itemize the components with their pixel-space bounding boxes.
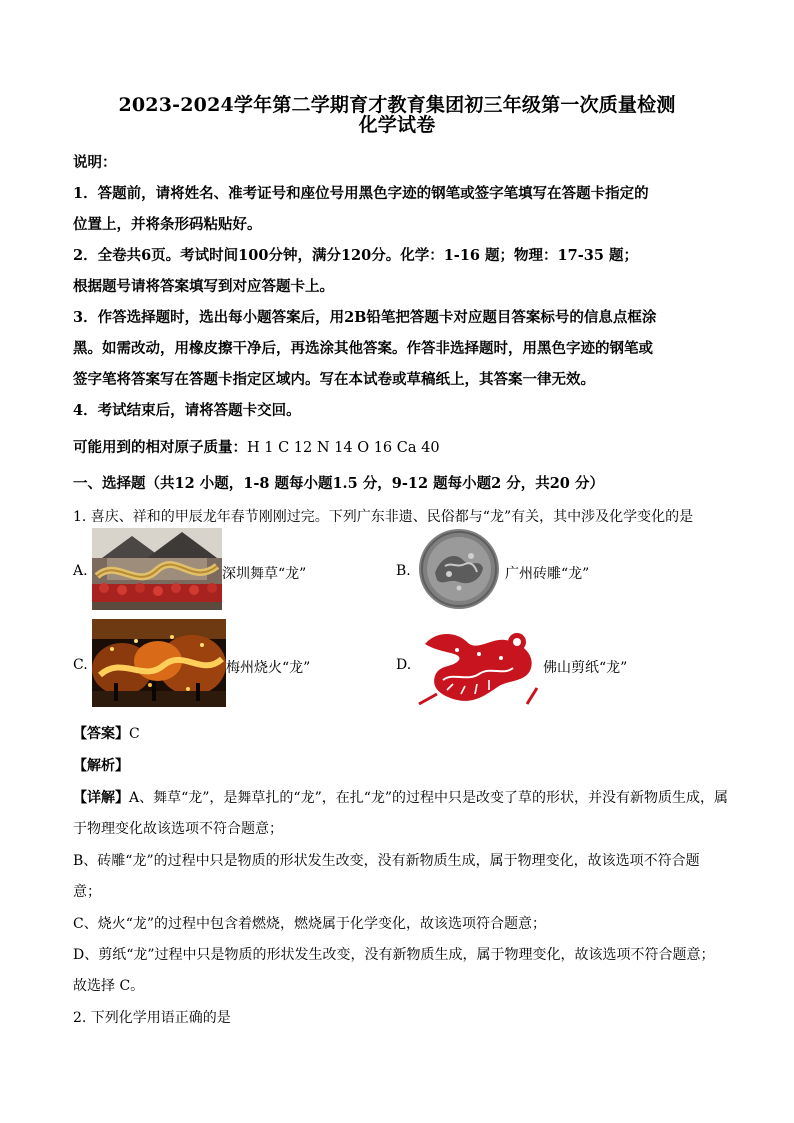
detail-line: B、砖雕“龙”的过程中只是物质的形状发生改变，没有新物质生成，属于物理变化，故该选项不符合题 xyxy=(73,853,700,869)
atomic-mass-line xyxy=(73,436,440,457)
question-2-stem: 2. 下列化学用语正确的是 xyxy=(73,1010,231,1026)
option-a-text: 深圳舞草“龙” xyxy=(222,566,307,582)
detail-line xyxy=(73,787,728,807)
answer-value: C xyxy=(129,726,140,742)
option-c-letter: C. xyxy=(73,657,88,673)
atomic-mass-values: H 1 C 12 N 14 O 16 Ca 40 xyxy=(247,440,440,456)
paper-cut-dragon-icon xyxy=(417,624,543,708)
detail-text: A、舞草“龙”，是舞草扎的“龙”，在扎“龙”的过程中只是改变了草的形状，并没有新物质生成，属 xyxy=(129,790,729,806)
detail-line: C、烧火“龙”的过程中包含着燃烧，燃烧属于化学变化，故该选项符合题意； xyxy=(73,916,547,932)
fire-dragon-icon xyxy=(92,619,226,707)
exam-subtitle: 化学试卷 xyxy=(358,114,436,136)
analysis-label: 【解析】 xyxy=(73,758,129,774)
instruction-line: 签字笔将答案写在答题卡指定区域内。写在本试卷或草稿纸上，其答案一律无效。 xyxy=(73,371,595,388)
detail-label: 【详解】 xyxy=(73,790,129,806)
answer-line xyxy=(73,723,140,743)
detail-line: D、剪纸“龙”过程中只是物质的形状发生改变，没有新物质生成，属于物理变化，故该选项不符合题意； xyxy=(73,947,715,963)
instructions-heading: 说明： xyxy=(73,154,117,171)
instruction-line: 根据题号请将答案填写到对应答题卡上。 xyxy=(73,278,334,295)
option-b-letter: B. xyxy=(396,563,411,579)
detail-line: 于物理变化故该选项不符合题意； xyxy=(73,821,283,837)
detail-line: 意； xyxy=(73,884,101,900)
option-d-letter: D. xyxy=(396,657,412,673)
fire-dragon-photo xyxy=(92,619,226,707)
dragon-dance-icon xyxy=(92,528,222,610)
brick-carving-icon xyxy=(415,528,503,610)
exam-title: 2023-2024学年第二学期育才教育集团初三年级第一次质量检测 xyxy=(118,94,676,116)
atomic-mass-label: 可能用到的相对原子质量： xyxy=(73,439,247,456)
instruction-line: 3．作答选择题时，选出每小题答案后，用2B铅笔把答题卡对应题目答案标号的信息点框涂 xyxy=(73,309,657,326)
paper-cut-photo xyxy=(417,624,543,708)
section-heading: 一、选择题（共12 小题，1-8 题每小题1.5 分，9-12 题每小题2 分，共20 分） xyxy=(73,475,604,492)
dragon-dance-photo xyxy=(92,528,222,610)
detail-line: 故选择 C。 xyxy=(73,978,145,994)
option-c-text: 梅州烧火“龙” xyxy=(226,660,311,676)
instruction-line: 2．全卷共6页。考试时间100分钟，满分120分。化学：1-16 题；物理：17-35 题； xyxy=(73,247,638,264)
brick-carving-photo xyxy=(415,528,503,610)
instruction-line: 1．答题前，请将姓名、准考证号和座位号用黑色字迹的钢笔或签字笔填写在答题卡指定的 xyxy=(73,185,649,202)
option-a-letter: A. xyxy=(73,563,88,579)
instruction-line: 黑。如需改动，用橡皮擦干净后，再选涂其他答案。作答非选择题时，用黑色字迹的钢笔或 xyxy=(73,340,653,357)
option-b-text: 广州砖雕“龙” xyxy=(505,566,590,582)
option-d-text: 佛山剪纸“龙” xyxy=(543,660,628,676)
instruction-line: 4．考试结束后，请将答题卡交回。 xyxy=(73,402,301,419)
question-1-stem: 1. 喜庆、祥和的甲辰龙年春节刚刚过完。下列广东非遗、民俗都与“龙”有关，其中涉及化学变化的是 xyxy=(73,509,694,525)
instruction-line: 位置上，并将条形码粘贴好。 xyxy=(73,216,262,233)
answer-label: 【答案】 xyxy=(73,726,129,742)
